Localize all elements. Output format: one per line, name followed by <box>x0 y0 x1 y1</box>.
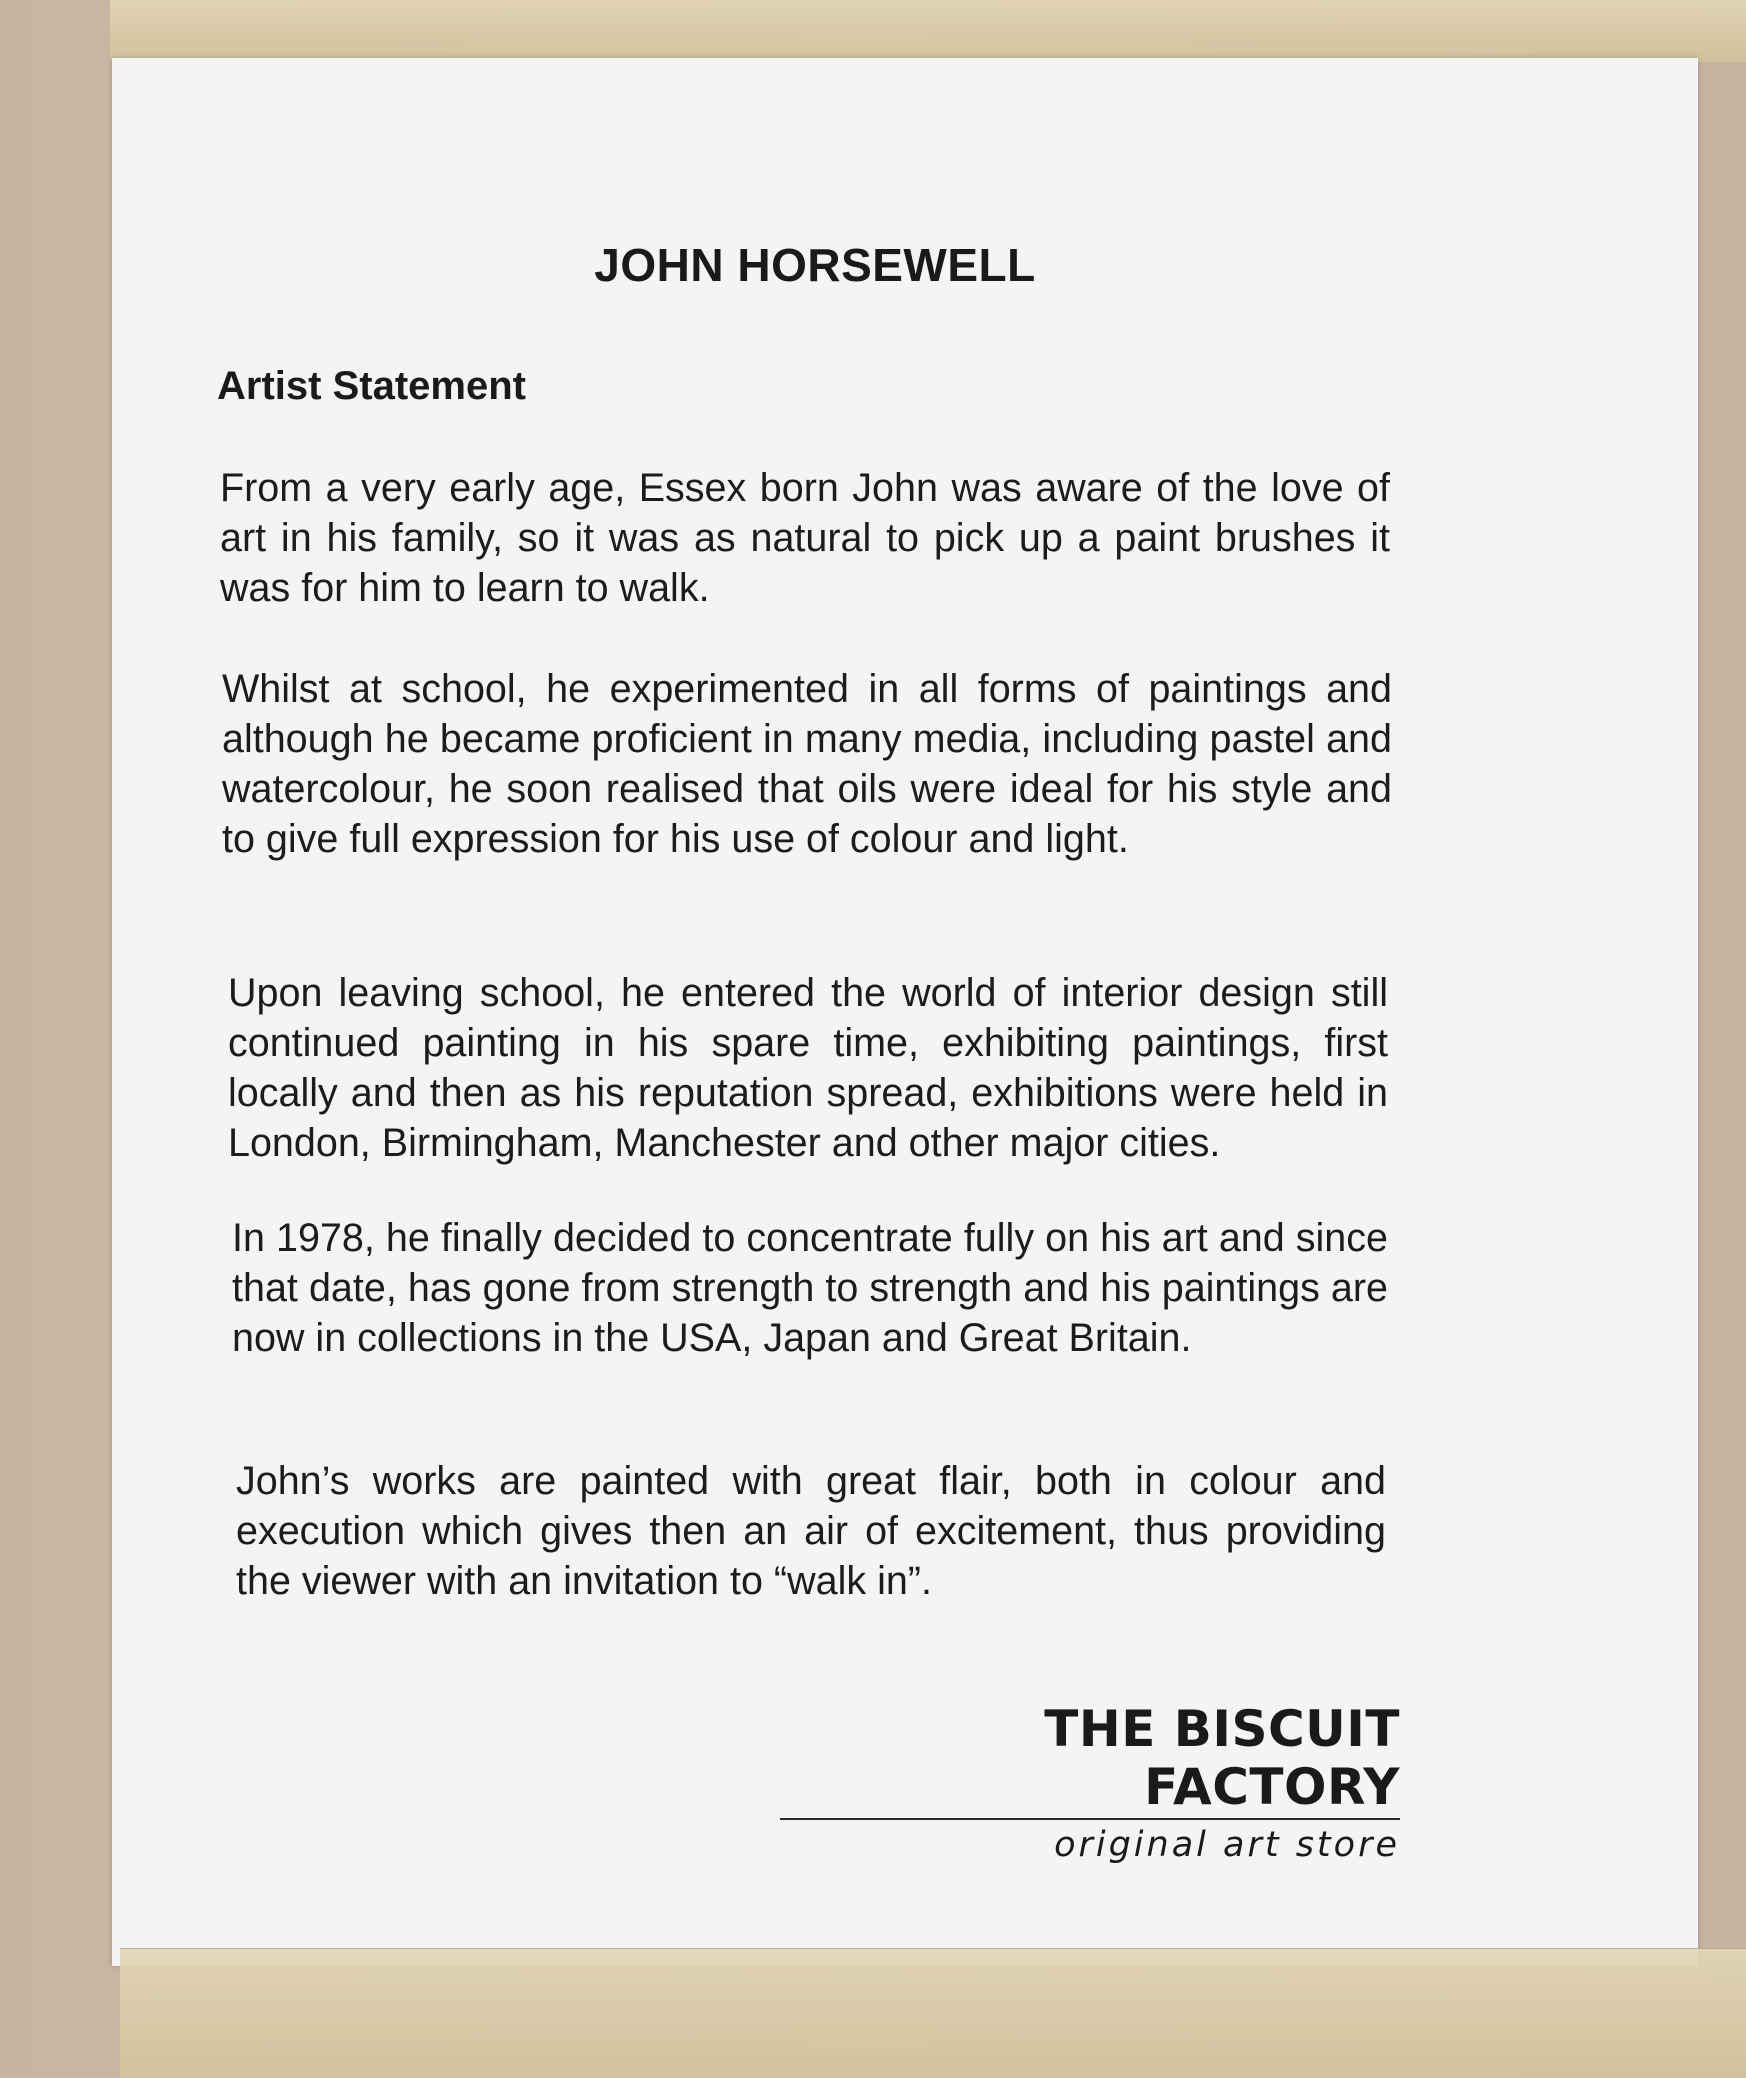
paragraph-1: From a very early age, Essex born John was aware of the love of art in his family, so it was as natural to pick up a paint brushes it was for him to learn to walk. <box>220 466 1390 610</box>
paragraph-3: Upon leaving school, he entered the world of interior design still continued painting in his spare time, exhibiting paintings, first locally and then as his reputation spread, exhibitions were held in London, Birmingham, Manchester and other major cities. <box>228 971 1388 1165</box>
logo-name: THE BISCUIT FACTORY <box>1044 1700 1400 1816</box>
masking-tape-top <box>110 0 1746 63</box>
logo-tagline: original art store <box>1054 1825 1400 1865</box>
paragraph-5: John’s works are painted with great flair, both in colour and execution which gives then an air of excitement, thus providing the viewer with an invitation to “walk in”. <box>236 1459 1386 1603</box>
paragraph-4: In 1978, he finally decided to concentrate fully on his art and since that date, has gone from strength to strength and his paintings are now in collections in the USA, Japan and Great Britain. <box>232 1216 1388 1360</box>
document-title: JOHN HORSEWELL <box>594 239 1036 291</box>
masking-tape-bottom <box>120 1948 1746 2078</box>
section-heading: Artist Statement <box>217 364 526 408</box>
gallery-logo <box>780 1700 1400 1866</box>
logo-rule <box>780 1818 1400 1820</box>
paragraph-2: Whilst at school, he experimented in all forms of paintings and although he became proficient in many media, including pastel and watercolour, he soon realised that oils were ideal for his style and to give full expression for his use of colour and light. <box>222 667 1392 861</box>
